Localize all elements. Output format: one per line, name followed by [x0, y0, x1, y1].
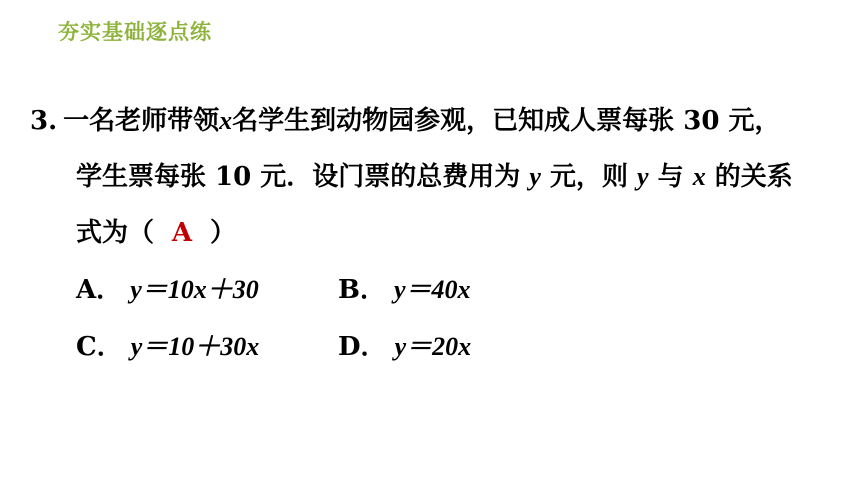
question-text-2c: 与 [657, 162, 684, 192]
option-d[interactable] [338, 330, 471, 364]
question-line-3 [76, 216, 236, 250]
question-number: 3. [30, 106, 58, 136]
question-text-1a: 一名老师带领 [63, 106, 220, 136]
question-text-3b: ） [210, 218, 237, 248]
question-text-3a: 式为（ [76, 218, 155, 248]
option-c[interactable] [76, 330, 259, 364]
variable-y-2: y [637, 162, 649, 191]
option-b-expr: y＝40x [393, 275, 471, 304]
option-c-label: C． [76, 332, 123, 362]
option-a-label: A． [76, 275, 123, 305]
option-a[interactable] [76, 273, 259, 307]
question-text-2d: 的关系 [714, 162, 793, 192]
option-d-label: D． [338, 332, 387, 362]
question-text-2b: 元，则 [549, 162, 628, 192]
option-a-expr: y＝10x＋30 [130, 275, 259, 304]
option-b-label: B． [338, 275, 386, 305]
variable-x-2: x [692, 162, 706, 191]
option-c-expr: y＝10＋30x [130, 332, 260, 361]
option-b[interactable] [338, 273, 471, 307]
question-line-1 [30, 104, 780, 138]
question-text-2a: 学生票每张 10 元．设门票的总费用为 [76, 162, 521, 192]
section-title: 夯实基础逐点练 [58, 20, 212, 44]
question-text-1b: 名学生到动物园参观，已知成人票每张 30 元， [232, 106, 781, 136]
answer-text: A [171, 218, 193, 248]
variable-x: x [219, 106, 233, 135]
question-line-2 [76, 160, 793, 194]
variable-y: y [529, 162, 541, 191]
option-d-expr: y＝20x [394, 332, 472, 361]
